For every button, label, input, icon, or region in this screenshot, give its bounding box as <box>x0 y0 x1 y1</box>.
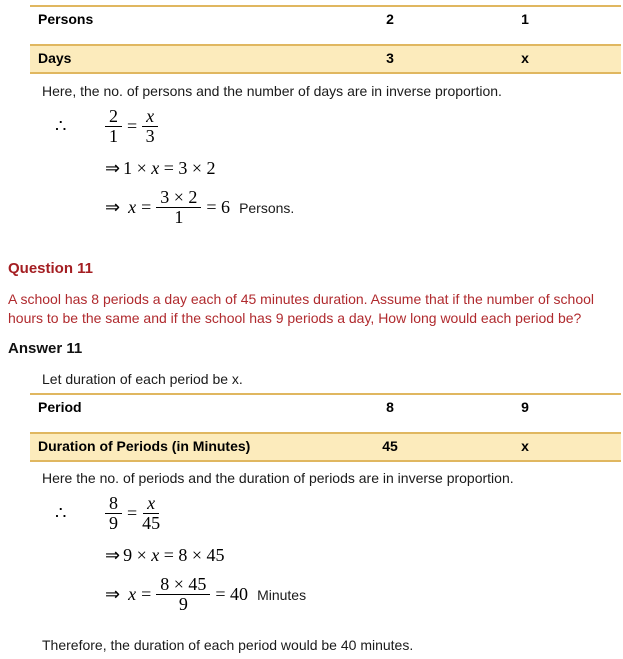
equation-text: = 3 × 2 <box>159 158 216 178</box>
equation-step-3 <box>105 188 615 227</box>
variable-x: x <box>128 584 137 604</box>
equals-sign: = <box>127 503 138 523</box>
equation-text: 1 × <box>123 158 152 178</box>
implies-icon: ⇒ <box>105 545 121 565</box>
equation-text: 9 × <box>123 545 152 565</box>
table-row-duration <box>30 432 621 462</box>
row-label: Period <box>38 399 82 415</box>
question-heading: Question 11 <box>8 260 94 277</box>
cell-value: 3 <box>386 50 394 66</box>
equals-sign: = <box>127 116 138 136</box>
cell-value: x <box>521 50 529 66</box>
equation-step-2 <box>105 158 615 179</box>
result-value: = 40 <box>215 584 249 604</box>
equation-text: = 8 × 45 <box>159 545 225 565</box>
cell-value: 9 <box>521 399 529 415</box>
row-label: Duration of Periods (in Minutes) <box>38 438 251 454</box>
variable-x: x <box>128 197 137 217</box>
fraction-lhs: $\frac{8}{9}$ <box>105 494 122 533</box>
cell-value: 2 <box>386 11 394 27</box>
cell-value: 45 <box>382 438 398 454</box>
equals-sign: = <box>141 197 152 217</box>
question-text: A school has 8 periods a day each of 45 minutes duration. Assume that if the number of school hours to be the same and if the school has 9 periods a day, How long would each period be? <box>8 291 595 326</box>
answer-heading: Answer 11 <box>8 340 83 357</box>
row-label: Persons <box>38 11 94 27</box>
table-row-persons <box>30 5 621 33</box>
inverse-proportion-note-1: Here, the no. of persons and the number of days are in inverse proportion. <box>42 83 502 99</box>
therefore-symbol: ∴ <box>55 116 67 136</box>
result-value: = 6 <box>206 197 231 217</box>
variable-x: x <box>151 545 160 565</box>
therefore-symbol: ∴ <box>55 503 67 523</box>
fraction-result: $\frac{3 \times 2}{1}$ <box>156 188 201 227</box>
fraction-rhs: $\frac{x}{45}$ <box>142 493 161 533</box>
result-unit: Minutes <box>257 586 307 603</box>
fraction-result: $\frac{8 \times 45}{9}$ <box>156 575 210 614</box>
table-row-days <box>30 44 621 74</box>
conclusion-text: Therefore, the duration of each period would be 40 minutes. <box>42 637 414 653</box>
implies-icon: ⇒ <box>105 197 121 217</box>
cell-value: x <box>521 438 529 454</box>
implies-icon: ⇒ <box>105 158 121 178</box>
result-unit: Persons. <box>239 199 295 216</box>
implies-icon: ⇒ <box>105 584 121 604</box>
assumption-text: Let duration of each period be x. <box>42 371 243 387</box>
equation-step-3 <box>105 575 615 614</box>
period-duration-table <box>30 393 621 462</box>
equation-step-2 <box>105 545 615 566</box>
cell-value: 8 <box>386 399 394 415</box>
fraction-rhs: $\frac{x}{3}$ <box>142 107 158 146</box>
fraction-lhs: $\frac{2}{1}$ <box>105 107 122 146</box>
row-label: Days <box>38 50 72 66</box>
inverse-proportion-note-2: Here the no. of periods and the duration of periods are in inverse proportion. <box>42 470 514 486</box>
table-row-period <box>30 393 621 421</box>
equals-sign: = <box>141 584 152 604</box>
persons-days-table <box>30 5 621 74</box>
proportion-equation-2 <box>55 494 615 533</box>
variable-x: x <box>151 158 160 178</box>
proportion-equation-1 <box>55 107 615 146</box>
cell-value: 1 <box>521 11 529 27</box>
